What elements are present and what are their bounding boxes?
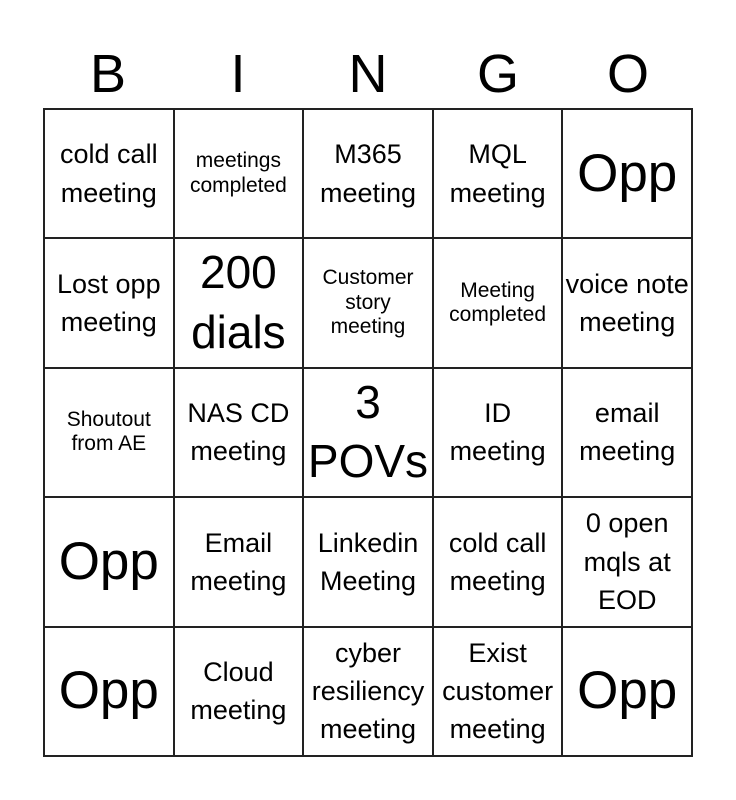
bingo-cell-r4-c4[interactable]	[433, 497, 563, 626]
bingo-cell-text: Lost opp meeting	[57, 268, 161, 338]
bingo-cell-r2-c5[interactable]	[562, 238, 692, 367]
bingo-cell-text: Email meeting	[190, 527, 287, 596]
bingo-header	[43, 40, 693, 108]
bingo-cell-text: cyber resiliency meeting	[311, 637, 425, 745]
bingo-cell-r4-c1[interactable]	[44, 497, 174, 626]
header-letter-i: I	[230, 44, 246, 104]
bingo-cell-text: Opp	[58, 661, 159, 721]
bingo-cell-text: Cloud meeting	[190, 656, 287, 726]
bingo-cell-r2-c4[interactable]	[433, 238, 563, 367]
bingo-cell-text: M365 meeting	[319, 139, 417, 208]
bingo-cell-text: Shoutout from AE	[66, 407, 151, 456]
bingo-cell-r2-c3[interactable]	[303, 238, 433, 367]
bingo-cell-r5-c3[interactable]	[303, 627, 433, 756]
bingo-cell-text: cold call meeting	[448, 527, 547, 596]
bingo-cell-r5-c4[interactable]	[433, 627, 563, 756]
header-letter-g: G	[476, 44, 519, 104]
bingo-cell-text: cold call meeting	[60, 139, 158, 208]
bingo-cell-r5-c1[interactable]	[44, 627, 174, 756]
bingo-cell-r2-c2[interactable]	[174, 238, 304, 367]
bingo-cell-text: meetings completed	[189, 149, 287, 197]
bingo-cell-r3-c3[interactable]	[303, 368, 433, 497]
bingo-cell-r5-c2[interactable]	[174, 627, 304, 756]
bingo-cell-r3-c5[interactable]	[562, 368, 692, 497]
bingo-cell-r1-c1[interactable]	[44, 109, 174, 238]
bingo-cell-text: Exist customer meeting	[442, 637, 554, 745]
bingo-cell-text: voice note meeting	[565, 268, 689, 338]
bingo-cell-text: ID meeting	[449, 398, 546, 467]
header-letter-b: B	[89, 44, 127, 104]
bingo-cell-r3-c1[interactable]	[44, 368, 174, 497]
bingo-cell-text: Opp	[58, 531, 159, 591]
bingo-cell-text: MQL meeting	[449, 139, 546, 208]
bingo-cell-r4-c5[interactable]	[562, 497, 692, 626]
bingo-card-grid	[43, 108, 693, 757]
bingo-cell-text: Opp	[577, 143, 678, 203]
bingo-cell-r3-c4[interactable]	[433, 368, 563, 497]
bingo-cell-r1-c3[interactable]	[303, 109, 433, 238]
header-letter-n: N	[348, 44, 388, 104]
bingo-cell-r2-c1[interactable]	[44, 238, 174, 367]
bingo-cell-text: Meeting completed	[449, 278, 547, 327]
bingo-cell-text: 3 POVs	[307, 375, 429, 488]
bingo-cell-text: email meeting	[579, 398, 676, 467]
bingo-cell-r1-c5[interactable]	[562, 109, 692, 238]
bingo-cell-text: 200 dials	[191, 246, 286, 359]
bingo-cell-r1-c4[interactable]	[433, 109, 563, 238]
bingo-cell-text: Opp	[577, 661, 678, 721]
bingo-cell-r4-c2[interactable]	[174, 497, 304, 626]
bingo-cell-r3-c2[interactable]	[174, 368, 304, 497]
bingo-cell-r1-c2[interactable]	[174, 109, 304, 238]
bingo-cell-text: Customer story meeting	[322, 266, 414, 339]
bingo-cell-r4-c3[interactable]	[303, 497, 433, 626]
header-letter-o: O	[606, 44, 649, 104]
bingo-cell-text: Linkedin Meeting	[317, 527, 419, 596]
bingo-cell-text: NAS CD meeting	[187, 398, 290, 467]
bingo-cell-r5-c5[interactable]	[562, 627, 692, 756]
bingo-cell-text: 0 open mqls at EOD	[583, 508, 671, 616]
